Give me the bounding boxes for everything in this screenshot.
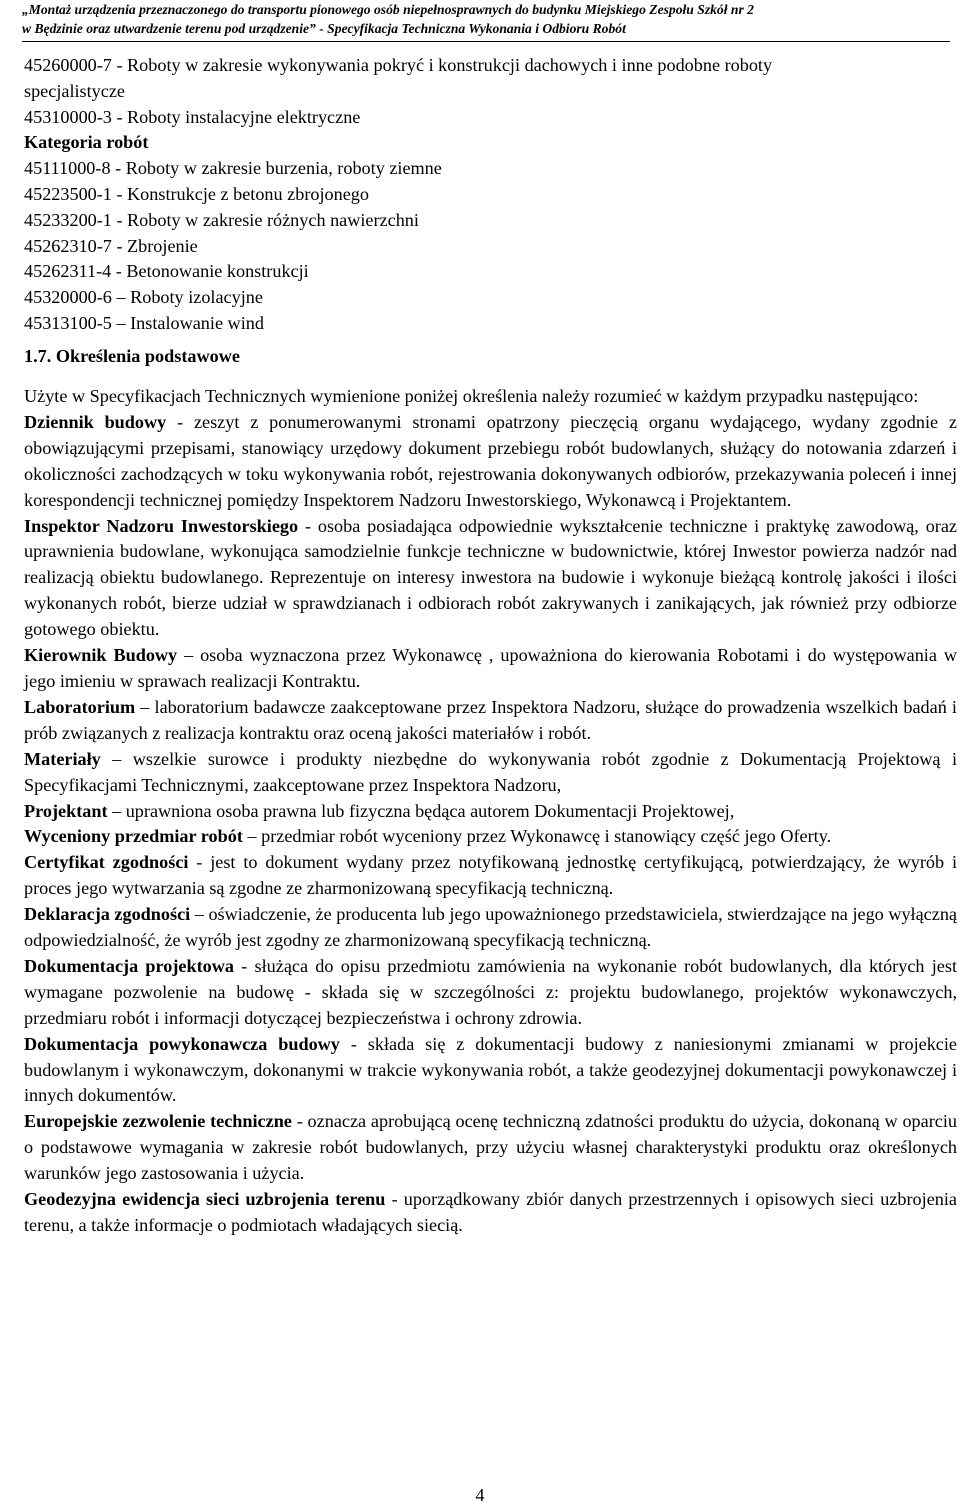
definition-term: Laboratorium <box>24 696 136 717</box>
definition-paragraph <box>24 1032 957 1110</box>
cpv-code-line: 45111000-8 - Roboty w zakresie burzenia, roboty ziemne <box>24 158 442 179</box>
definition-paragraph <box>24 850 957 902</box>
definition-text: - oznacza aprobującą ocenę techniczną zdatności produktu do użycia, dokonaną w oparciu o podstawowe wymagania w zakresie robót budowlanych, przy użyciu własnej charakterystyki produktu oraz określonych warunków jego zastosowania i użycia. <box>24 1111 957 1184</box>
definition-paragraph <box>24 902 957 954</box>
cpv-code-line: 45262310-7 - Zbrojenie <box>24 235 198 256</box>
definition-text: - jest to dokument wydany przez notyfikowaną jednostkę certyfikującą, potwierdzający, że wyrób i proces jego wytwarzania są zgodne ze zharmonizowaną specyfikacją techniczną. <box>24 852 957 899</box>
definition-text: – uprawniona osoba prawna lub fizyczna będąca autorem Dokumentacji Projektowej, <box>107 800 735 821</box>
cpv-code-line: 45223500-1 - Konstrukcje z betonu zbrojonego <box>24 183 369 204</box>
definition-paragraph <box>24 514 957 644</box>
definition-text: - składa się z dokumentacji budowy z naniesionymi zmianami w projekcie budowlanym i wykonawczym, dokonanymi w trakcie wykonywania robót, a także geodezyjnej dokumentacji powykonawczej i innych dokumentów. <box>24 1033 957 1106</box>
cpv-code-line: 45260000-7 - Roboty w zakresie wykonywania pokryć i konstrukcji dachowych i inne podobne roboty <box>24 55 773 75</box>
section-heading: 1.7. Określenia podstawowe <box>24 346 240 366</box>
definition-paragraph <box>24 954 957 1032</box>
definition-term: Deklaracja zgodności <box>24 904 191 925</box>
definition-text: – osoba wyznaczona przez Wykonawcę , upoważniona do kierowania Robotami i do występowania w jego imieniu w sprawach realizacji Kontraktu. <box>24 645 957 691</box>
definition-term: Geodezyjna ewidencja sieci uzbrojenia terenu <box>24 1189 386 1210</box>
running-header <box>22 0 950 42</box>
definition-term: Europejskie zezwolenie techniczne <box>24 1111 292 1132</box>
cpv-code-line: 45310000-3 - Roboty instalacyjne elektryczne <box>24 106 361 127</box>
definition-paragraph <box>24 643 957 695</box>
definition-term: Kierownik Budowy <box>24 645 178 666</box>
definition-term: Materiały <box>24 748 101 769</box>
definition-paragraph <box>24 1187 957 1239</box>
definition-text: – laboratorium badawcze zaakceptowane przez Inspektora Nadzoru, służące do prowadzenia wszelkich badań i prób związanych z realizacja kontraktu oraz oceną jakości materiałów i robót. <box>24 696 957 743</box>
definition-term: Inspektor Nadzoru Inwestorskiego <box>24 515 299 536</box>
definition-text: – oświadczenie, że producenta lub jego upoważnionego przedstawiciela, stwierdzające na jego wyłączną odpowiedzialność, że wyrób jest zgodny ze zharmonizowaną specyfikacją techniczną. <box>24 904 957 951</box>
definition-term: Projektant <box>24 800 108 821</box>
cpv-code-line: 45320000-6 – Roboty izolacyjne <box>24 287 263 308</box>
definition-text: - służąca do opisu przedmiotu zamówienia na wykonanie robót budowlanych, dla których jest wymagane pozwolenie na budowę - składa się w szczególności z: projektu budowlanego, projektów wykonawczych, przedmiaru robót i informacji dotyczącej bezpieczeństwa i ochrony zdrowia. <box>24 955 957 1028</box>
cpv-code-line: 45233200-1 - Roboty w zakresie różnych nawierzchni <box>24 209 419 230</box>
definition-text: - osoba posiadająca odpowiednie wykształcenie techniczne i praktykę zawodową, oraz uprawnienia budowlane, wykonująca samodzielnie funkcje techniczne w budownictwie, której Inwestor powierza nadzór nad realizacją obiektu budowlanego. Reprezentuje on interesy inwestora na budowie i wykonuje bieżącą kontrolę jakości i ilości wykonanych robót, bierze udział w sprawdzianach i odbiorach robót zakrywanych i zanikających, jak również przy odbiorze gotowego obiektu. <box>24 515 957 640</box>
category-heading: Kategoria robót <box>24 132 149 153</box>
definition-term: Certyfikat zgodności <box>24 852 189 873</box>
page-number: 4 <box>475 1485 485 1505</box>
definition-paragraph <box>24 824 957 850</box>
definition-text: – przedmiar robót wyceniony przez Wykonawcę i stanowiący część jego Oferty. <box>242 826 832 847</box>
page-content <box>24 53 957 1235</box>
cpv-code-line: specjalistycze <box>24 80 125 101</box>
definition-paragraph <box>24 799 957 825</box>
definition-text: – wszelkie surowce i produkty niezbędne do wykonywania robót zgodnie z Dokumentacją Projektową i Specyfikacjami Technicznymi, zaakceptowane przez Inspektora Nadzoru, <box>24 748 957 795</box>
cpv-code-line: 45262311-4 - Betonowanie konstrukcji <box>24 261 309 282</box>
definition-paragraph <box>24 695 957 747</box>
definition-text: - uporządkowany zbiór danych przestrzennych i opisowych sieci uzbrojenia terenu, a także informacje o podmiotach władających siecią. <box>24 1189 957 1235</box>
cpv-code-line: 45313100-5 – Instalowanie wind <box>24 312 264 333</box>
cpv-code-list <box>24 53 957 337</box>
definition-term: Dokumentacja powykonawcza budowy <box>24 1033 340 1054</box>
definitions <box>24 384 957 1239</box>
definition-term: Wyceniony przedmiar robót <box>24 826 243 847</box>
header-line-2: w Będzinie oraz utwardzenie terenu pod urządzenie” - Specyfikacja Techniczna Wykonania i Odbioru Robót <box>22 21 626 36</box>
definition-paragraph <box>24 747 957 799</box>
definition-paragraph <box>24 410 957 514</box>
definition-paragraph <box>24 1109 957 1187</box>
definition-term: Dokumentacja projektowa <box>24 955 234 976</box>
definition-text: - zeszyt z ponumerowanymi stronami opatrzony pieczęcią organu wydającego, wydany zgodnie z obowiązującymi przepisami, stanowiący urzędowy dokument przebiegu robót budowlanych, służący do notowania zdarzeń i okoliczności zachodzących w toku wykonywania robót, rejestrowania dokonywanych odbiorów, przekazywania poleceń i innej korespondencji technicznej pomiędzy Inspektorem Nadzoru Inwestorskiego, Wykonawcą i Projektantem. <box>24 411 957 510</box>
header-line-1: „Montaż urządzenia przeznaczonego do transportu pionowego osób niepełnosprawnych do budynku Miejskiego Zespołu Szkół nr 2 <box>22 2 754 17</box>
intro-paragraph: Użyte w Specyfikacjach Technicznych wymienione poniżej określenia należy rozumieć w każdym przypadku następująco: <box>24 386 919 406</box>
definition-term: Dziennik budowy <box>24 411 167 432</box>
